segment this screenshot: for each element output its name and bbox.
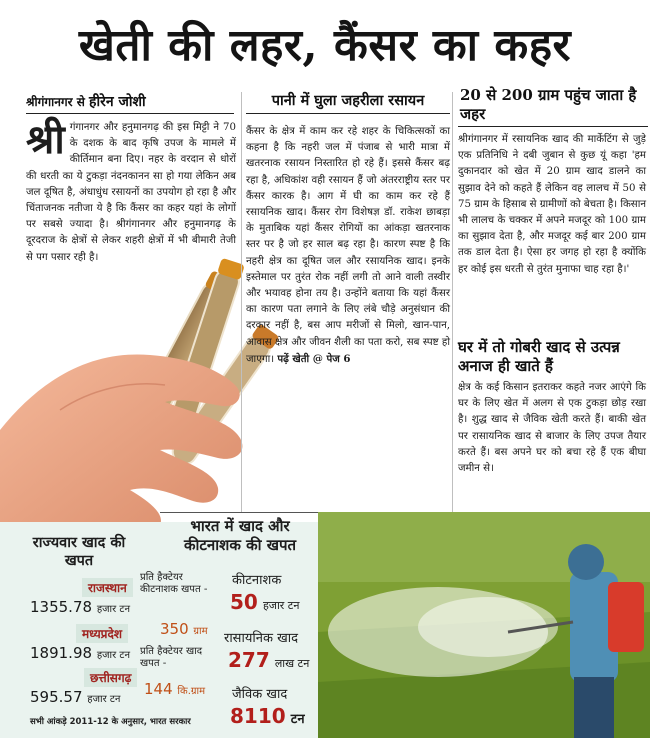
per-hectare-unit: कि.ग्राम bbox=[177, 686, 206, 697]
state-name-chhattisgarh: छत्तीसगढ़ bbox=[84, 668, 137, 687]
total-number: 8110 bbox=[230, 704, 286, 728]
data-source: सभी आंकड़े 2011-12 के अनुसार, भारत सरकार bbox=[30, 717, 191, 727]
india-consumption-title: भारत में खाद और कीटनाशक की खपत bbox=[183, 517, 297, 554]
total-unit: टन bbox=[290, 712, 305, 727]
farmer-spraying-field-photo bbox=[318, 512, 650, 738]
state-name-madhya-pradesh: मध्यप्रदेश bbox=[76, 624, 128, 643]
total-chemical-fertilizer-value bbox=[228, 648, 309, 672]
dropcap: श्री bbox=[26, 116, 65, 163]
total-unit: लाख टन bbox=[274, 657, 310, 670]
total-number: 277 bbox=[228, 648, 270, 672]
col3-heading: 20 से 200 ग्राम पहुंच जाता है जहर bbox=[460, 86, 637, 123]
state-number: 1891.98 bbox=[30, 644, 93, 662]
total-number: 50 bbox=[230, 590, 258, 614]
per-hectare-number: 144 bbox=[144, 680, 173, 698]
headline: खेती की लहर, कैंसर का कहर bbox=[78, 20, 572, 71]
total-organic-fertilizer-value bbox=[230, 704, 305, 728]
col2-heading: पानी में घुला जहरीला रसायन bbox=[271, 92, 425, 109]
state-unit: हजार टन bbox=[96, 650, 130, 661]
state-value-madhya-pradesh bbox=[30, 644, 130, 662]
per-hectare-pesticide-value bbox=[160, 620, 208, 638]
per-hectare-number: 350 bbox=[160, 620, 189, 638]
column-divider-2 bbox=[452, 92, 453, 512]
stats-top-rule bbox=[160, 512, 318, 513]
per-hectare-pesticide-label: प्रति हैक्टेयर कीटनाशक खपत - bbox=[140, 572, 208, 595]
state-number: 595.57 bbox=[30, 688, 83, 706]
col3-text: श्रीगंगानगर में रसायनिक खाद की मार्केटिंग से जुड़े एक प्रतिनिधि ने दबी जुबान से कुछ यूं कहा 'हम दुकानदार को खेत में 20 ग्राम खाद डालने का सुझाव देने को कहते हैं लेकिन वह लालच में 50 से 75 ग्राम के हिसाब से ग्रामीणों को बेचता है। किसान भी लालच के चक्कर में अपने मजदूर को 100 ग्राम का सुझाव देता है, और मजदूर कई बार 200 ग्राम तक डाल देता है। ऐसा हर जगह हो रहा है क्योंकि हर कोई इस धरती से तुरंत मुनाफा चाह रहा है।' bbox=[458, 134, 646, 275]
total-unit: हजार टन bbox=[262, 599, 300, 612]
col1-text: गंगानगर और हनुमानगढ़ की इस मिट्टी ने 70 के दशक के बाद कृषि उपज के मामले में कीर्तिमान बना दिए। नहर के वरदान से धोरों की धरती का ये टुकड़ा नंदनकानन सा हो गया लेकिन अब जल दूषित है, अंधाधुंध रसायनों का उपयोग हो रहा है और चिंताजनक नतीजा ये है कि कैंसर का कहर यहां के लोगों पर सबसे ज्यादा है। श्रीगंगानगर और हनुमानगढ़ के दूरदराज के क्षेत्रों से लेकर शहरी क्षेत्रों में भी बीमारी तेजी से पग पसार रही है। bbox=[26, 122, 236, 263]
byline-rule bbox=[26, 113, 234, 114]
byline-name: हीरेन जोशी bbox=[89, 94, 146, 110]
continued-reference: पढ़ें खेती @ पेज 6 bbox=[277, 352, 351, 365]
total-pesticide-label: कीटनाशक bbox=[232, 573, 282, 588]
column-divider-1 bbox=[241, 92, 242, 512]
total-organic-fertilizer-label: जैविक खाद bbox=[232, 687, 288, 702]
col2-heading-rule bbox=[246, 113, 450, 114]
state-unit: हजार टन bbox=[87, 694, 121, 705]
col3-subheading: घर में तो गोबरी खाद से उत्पन्न अनाज ही खाते हैं bbox=[458, 338, 620, 375]
per-hectare-unit: ग्राम bbox=[193, 626, 208, 637]
per-hectare-fertilizer-label: प्रति हैक्टेयर खाद खपत - bbox=[140, 646, 203, 669]
byline-prefix: श्रीगंगानगर से bbox=[26, 95, 85, 109]
col2-text: कैंसर के क्षेत्र में काम कर रहे शहर के चिकित्सकों का कहना है कि नहरी जल में पंजाब से भारी मात्रा में खतरनाक रसायन निस्तारित हो रहे हैं। इससे कैंसर बढ़ रहा है, अधिकांश वही रसायन हैं जो अंतरराष्ट्रीय स्तर पर कैंसर कारक है। आग में घी का काम कर रहे हैं रसायनिक खाद। कैंसर रोग विशेषज्ञ डॉ. राकेश छाबड़ा के मुताबिक यहां कैंसर रोगियों का आंकड़ा खतरनाक स्तर पर है जो हर साल बढ़ रहा है। कारण स्पष्ट है कि नहरी क्षेत्र का दूषित जल और रसायनिक खाद। इनके इस्तेमाल पर तुरंत रोक नहीं लगी तो आने वाली तस्वीर और भयावह होना तय है। उन्होंने बताया कि यहां कैंसर का कारण पता लगाने के लिए लंबे चौड़े अनुसंधान की दरकार नहीं है, बस आप मरीजों से मिलो, खान-पान, आवास क्षेत्र और जीवन शैली का पता करो, सब स्पष्ट हो जाएगा। bbox=[246, 126, 450, 365]
state-value-rajasthan bbox=[30, 598, 130, 616]
state-wise-title: राज्यवार खाद की खपत bbox=[32, 534, 126, 569]
col2-text-block bbox=[246, 124, 450, 514]
total-chemical-fertilizer-label: रासायनिक खाद bbox=[224, 631, 298, 646]
col3-heading-rule bbox=[458, 126, 648, 127]
state-name-rajasthan: राजस्थान bbox=[82, 578, 133, 597]
state-number: 1355.78 bbox=[30, 598, 93, 616]
col3-text2: क्षेत्र के कई किसान इतराकर कहते नजर आएंगे कि घर के लिए खेत में अलग से एक टुकड़ा छोड़ रखा है। शुद्ध खाद से जैविक खेती करते हैं। बाकी खेत पर रासायनिक खाद से बाजार के लिए उपज तैयार करते हैं। बस अपने घर को बचा रहे हैं एक बीघा जमीन से। bbox=[458, 382, 646, 475]
total-pesticide-value bbox=[230, 590, 299, 614]
state-unit: हजार टन bbox=[96, 604, 130, 615]
state-value-chhattisgarh bbox=[30, 688, 120, 706]
per-hectare-fertilizer-value bbox=[144, 680, 205, 698]
byline bbox=[26, 92, 146, 111]
